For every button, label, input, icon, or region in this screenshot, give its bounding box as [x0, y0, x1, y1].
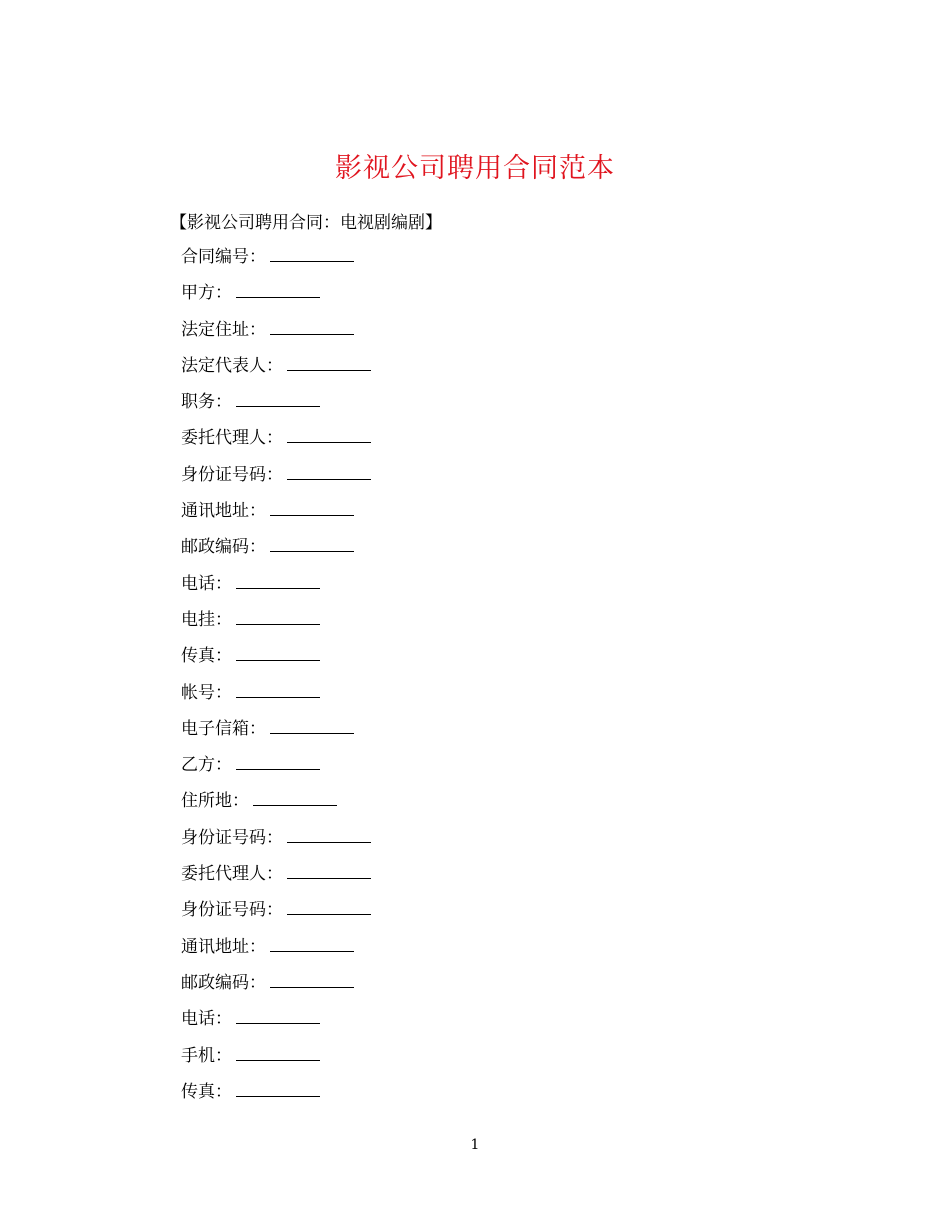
field-label: 法定住址	[181, 319, 249, 340]
contract-field	[181, 1006, 371, 1042]
fill-in-blank[interactable]	[236, 1079, 320, 1097]
contract-field	[181, 607, 371, 643]
field-colon: ：	[249, 501, 266, 522]
contract-field	[181, 462, 371, 498]
fill-in-blank[interactable]	[270, 498, 354, 516]
contract-field	[181, 317, 371, 353]
field-colon: ：	[215, 609, 232, 630]
field-label: 合同编号	[181, 247, 249, 267]
contract-field	[181, 571, 371, 607]
field-colon: ：	[266, 464, 283, 485]
contract-field	[181, 897, 371, 933]
fill-in-blank[interactable]	[287, 861, 371, 879]
field-label: 邮政编码	[181, 537, 249, 558]
field-label: 职务	[181, 392, 215, 413]
field-colon: ：	[215, 646, 232, 667]
fill-in-blank[interactable]	[270, 317, 354, 335]
field-colon: ：	[266, 355, 283, 376]
field-label: 帐号	[181, 682, 215, 703]
field-label: 传真	[181, 1081, 215, 1102]
contract-field	[181, 643, 371, 679]
field-colon: ：	[266, 900, 283, 921]
field-colon: ：	[249, 718, 266, 739]
contract-field	[181, 1079, 371, 1115]
fill-in-blank[interactable]	[270, 244, 354, 262]
fill-in-blank[interactable]	[236, 752, 320, 770]
contract-field	[181, 1043, 371, 1079]
field-label: 法定代表人	[181, 355, 266, 376]
contract-field	[181, 680, 371, 716]
field-colon: ：	[249, 319, 266, 340]
fill-in-blank[interactable]	[270, 970, 354, 988]
fill-in-blank[interactable]	[236, 389, 320, 407]
fill-in-blank[interactable]	[287, 825, 371, 843]
fill-in-blank[interactable]	[270, 934, 354, 952]
fill-in-blank[interactable]	[287, 425, 371, 443]
page-number: 1	[470, 1137, 480, 1153]
field-label: 电话	[181, 1009, 215, 1030]
contract-field	[181, 716, 371, 752]
fill-in-blank[interactable]	[236, 643, 320, 661]
field-colon: ：	[215, 755, 232, 776]
field-colon: ：	[215, 1009, 232, 1030]
contract-field	[181, 389, 371, 425]
fill-in-blank[interactable]	[236, 1006, 320, 1024]
field-colon: ：	[249, 936, 266, 957]
field-colon: ：	[249, 247, 266, 267]
fill-in-blank[interactable]	[270, 534, 354, 552]
field-label: 电话	[181, 573, 215, 594]
fill-in-blank[interactable]	[253, 788, 337, 806]
field-colon: ：	[266, 864, 283, 885]
contract-field	[181, 353, 371, 389]
contract-field	[181, 825, 371, 861]
field-colon: ：	[215, 1081, 232, 1102]
contract-subheading: 【影视公司聘用合同：电视剧编剧】	[170, 213, 442, 233]
field-label: 身份证号码	[181, 464, 266, 485]
contract-field	[181, 534, 371, 570]
contract-field	[181, 752, 371, 788]
contract-field	[181, 970, 371, 1006]
contract-field	[181, 788, 371, 824]
field-colon: ：	[215, 682, 232, 703]
field-label: 传真	[181, 646, 215, 667]
contract-field	[181, 244, 371, 280]
contract-field-list	[181, 244, 371, 1115]
fill-in-blank[interactable]	[236, 571, 320, 589]
field-label: 乙方	[181, 755, 215, 776]
field-colon: ：	[215, 283, 232, 304]
contract-field	[181, 861, 371, 897]
field-colon: ：	[249, 972, 266, 993]
field-label: 委托代理人	[181, 864, 266, 885]
field-label: 通讯地址	[181, 501, 249, 522]
field-colon: ：	[215, 1045, 232, 1066]
field-label: 手机	[181, 1045, 215, 1066]
field-label: 委托代理人	[181, 428, 266, 449]
field-colon: ：	[249, 537, 266, 558]
field-label: 通讯地址	[181, 936, 249, 957]
field-label: 身份证号码	[181, 827, 266, 848]
fill-in-blank[interactable]	[236, 1043, 320, 1061]
contract-field	[181, 498, 371, 534]
fill-in-blank[interactable]	[287, 353, 371, 371]
field-colon: ：	[232, 791, 249, 812]
field-label: 电子信箱	[181, 718, 249, 739]
field-colon: ：	[215, 573, 232, 594]
field-colon: ：	[266, 428, 283, 449]
fill-in-blank[interactable]	[287, 462, 371, 480]
fill-in-blank[interactable]	[287, 897, 371, 915]
fill-in-blank[interactable]	[236, 607, 320, 625]
field-label: 电挂	[181, 609, 215, 630]
field-label: 甲方	[181, 283, 215, 304]
fill-in-blank[interactable]	[270, 716, 354, 734]
field-colon: ：	[215, 392, 232, 413]
document-title: 影视公司聘用合同范本	[335, 153, 615, 185]
field-label: 住所地	[181, 791, 232, 812]
fill-in-blank[interactable]	[236, 680, 320, 698]
contract-field	[181, 280, 371, 316]
field-label: 身份证号码	[181, 900, 266, 921]
contract-field	[181, 425, 371, 461]
field-colon: ：	[266, 827, 283, 848]
field-label: 邮政编码	[181, 972, 249, 993]
fill-in-blank[interactable]	[236, 280, 320, 298]
contract-field	[181, 934, 371, 970]
